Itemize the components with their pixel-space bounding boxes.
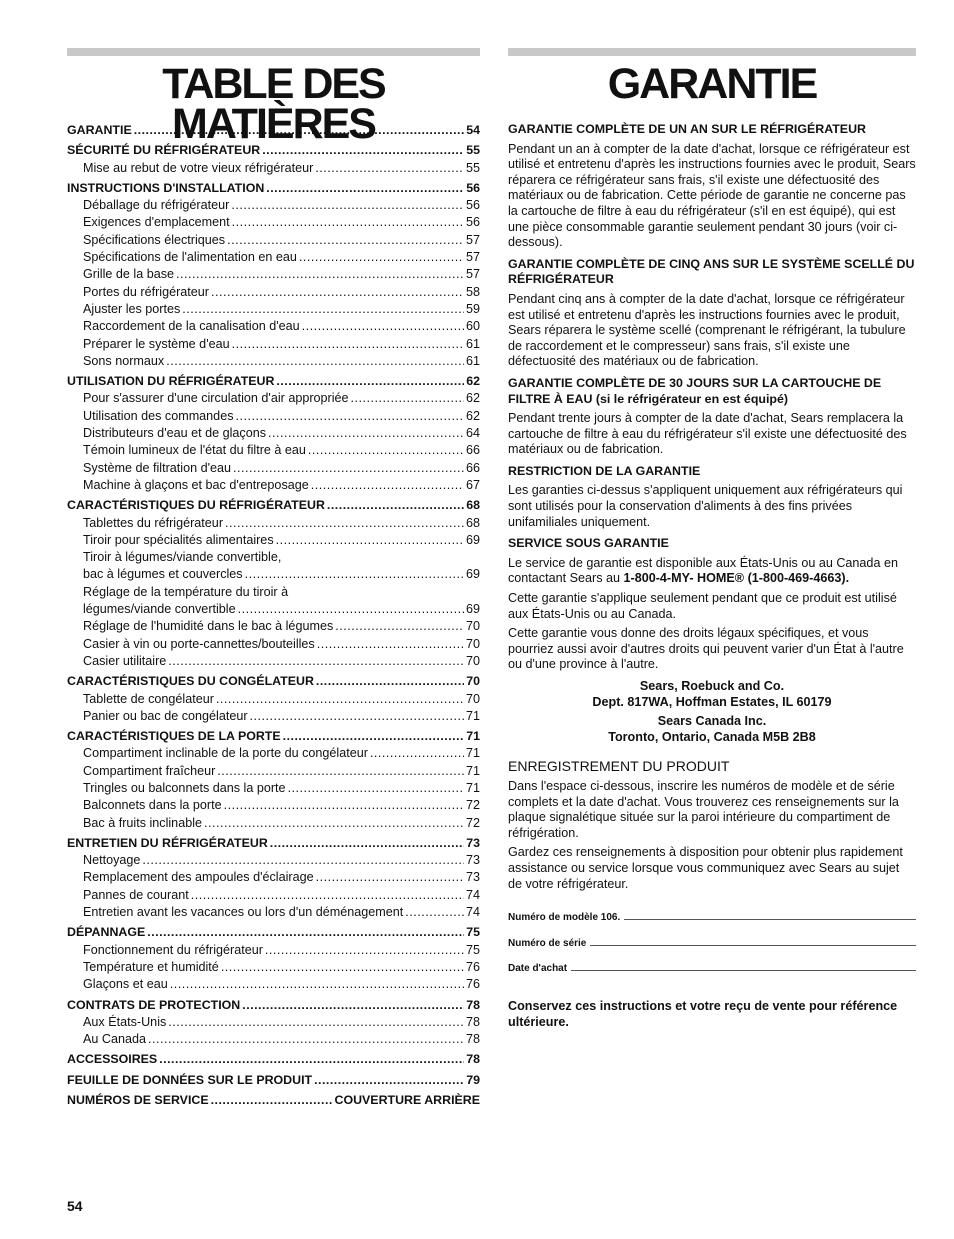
toc-leader [270,835,464,852]
address-block [508,679,916,745]
toc-label: DÉPANNAGE [67,925,146,940]
toc-leader [314,1072,464,1089]
toc-label: Portes du réfrigérateur [83,284,209,299]
toc-entry [67,618,480,635]
toc-leader [168,653,464,670]
toc-leader [351,390,464,407]
toc-label: CARACTÉRISTIQUES DU RÉFRIGÉRATEUR [67,498,325,513]
paragraph [508,556,916,587]
toc-label: CARACTÉRISTIQUES DU CONGÉLATEUR [67,674,314,689]
toc-label: Exigences d'emplacement [83,215,230,230]
toc-label: Tiroir pour spécialités alimentaires [83,532,274,547]
toc-label: Témoin lumineux de l'état du filtre à eau [83,443,306,458]
toc-page: 73 [465,853,480,868]
warranty-column [508,48,916,1030]
toc-page: 78 [465,1032,480,1047]
toc-leader [315,160,464,177]
toc-page: 76 [465,977,480,992]
toc-page: 68 [465,515,480,530]
toc-entry [67,942,480,959]
toc-leader [316,869,464,886]
toc-page: 69 [465,602,480,617]
toc-page: 56 [466,180,480,195]
toc-label: UTILISATION DU RÉFRIGÉRATEUR [67,374,275,389]
toc-page: 75 [466,925,480,940]
top-rule [508,48,916,56]
toc-leader [316,673,464,690]
toc-entry [67,852,480,869]
toc-entry [67,797,480,814]
toc-leader [224,797,464,814]
toc-leader [238,601,464,618]
toc-label: Remplacement des ampoules d'éclairage [83,870,314,885]
toc-entry [67,780,480,797]
toc-label: ACCESSOIRES [67,1052,158,1067]
toc-section [67,122,480,139]
toc-leader [217,763,464,780]
toc-leader [231,197,464,214]
toc-entry [67,763,480,780]
toc-page: 78 [466,997,480,1012]
toc-label: Pour s'assurer d'une circulation d'air appropriée [83,391,349,406]
toc-leader [142,852,464,869]
toc-label: SÉCURITÉ DU RÉFRIGÉRATEUR [67,143,261,158]
toc-leader [166,353,464,370]
address-line: Sears, Roebuck and Co. [639,679,785,693]
field-label: Date d'achat [508,963,568,975]
toc-leader [276,373,464,390]
toc-entry [67,869,480,886]
toc-page: 78 [465,1014,480,1029]
toc-label: Casier utilitaire [83,653,167,668]
toc-leader [225,515,464,532]
section-heading: RESTRICTION DE LA GARANTIE [508,463,701,478]
toc-page: 64 [465,426,480,441]
model-number-field[interactable] [508,910,916,926]
toc-entry [67,214,480,231]
toc-label: Tablette de congélateur [83,691,214,706]
paragraph: Pendant trente jours à compter de la date d'achat, Sears remplacera la cartouche de filtre à eau du réfrigérateur s'il existe une défectuosité des matériaux ou de fabrication. [508,411,907,457]
toc-label: Déballage du réfrigérateur [83,198,230,213]
toc-page: 76 [465,959,480,974]
paragraph: Les garanties ci-dessus s'appliquent uniquement aux réfrigérateurs qui sont utilisés pour la conservation d'aliments à des fins privées unifamiliales uniquement. [508,483,903,529]
toc-leader [299,249,464,266]
toc-leader [170,976,464,993]
toc-leader [276,532,464,549]
toc-leader [335,618,464,635]
toc-leader [370,745,464,762]
field-line [624,911,916,920]
toc-entry [67,284,480,301]
toc-leader [317,636,464,653]
toc-page: 69 [465,567,480,582]
paragraph: Dans l'espace ci-dessous, inscrire les numéros de modèle et de série complets et la date d'achat. Vous trouverez ces renseignements sur la plaque signalétique située sur la paroi intérieure du compartiment de réfrigération. [508,778,899,840]
section-heading: GARANTIE COMPLÈTE DE UN AN SUR LE RÉFRIGÉRATEUR [508,122,866,136]
toc-entry [67,477,480,494]
toc-entry [67,442,480,459]
toc-label: Fonctionnement du réfrigérateur [83,942,263,957]
toc-page: 75 [465,942,480,957]
page-number: 54 [67,1198,83,1214]
toc-list [67,122,480,1109]
toc-page: 62 [465,408,480,423]
toc-entry [67,460,480,477]
serial-number-field[interactable] [508,936,916,952]
toc-entry [67,815,480,832]
toc-entry [67,636,480,653]
toc-page: 71 [465,780,480,795]
toc-label: Bac à fruits inclinable [83,815,203,830]
toc-leader [147,924,464,941]
toc-label: Casier à vin ou porte-cannettes/bouteilles [83,636,315,651]
toc-entry [67,601,480,618]
toc-page: 55 [465,160,480,175]
address-line: Sears Canada Inc. [657,714,767,729]
registration-heading: ENREGISTREMENT DU PRODUIT [508,758,730,775]
top-rule [67,48,480,56]
toc-page: 55 [466,143,480,158]
toc-entry [67,904,480,921]
toc-page: 73 [465,870,480,885]
toc-section [67,835,480,852]
toc-leader [266,180,464,197]
toc-label: Balconnets dans la porte [83,798,222,813]
toc-page: 62 [465,391,480,406]
toc-label: CONTRATS DE PROTECTION [67,997,241,1012]
toc-label: FEUILLE DE DONNÉES SUR LE PRODUIT [67,1072,313,1087]
toc-leader [311,477,464,494]
toc-entry [67,976,480,993]
toc-page: 61 [465,353,480,368]
toc-label: Compartiment fraîcheur [83,763,216,778]
toc-leader [216,691,464,708]
toc-page: 69 [465,532,480,547]
toc-page: 59 [465,301,480,316]
toc-label: INSTRUCTIONS D'INSTALLATION [67,180,265,195]
toc-section [67,1092,480,1109]
toc-label: Tringles ou balconnets dans la porte [83,780,286,795]
toc-leader [211,1092,333,1109]
field-line [571,962,916,971]
toc-entry [67,336,480,353]
toc-leader [159,1051,464,1068]
toc-leader [265,942,464,959]
toc-page: 57 [465,250,480,265]
paragraph: Cette garantie vous donne des droits légaux spécifiques, et vous pourriez aussi avoir d'autres droits qui peuvent varier d'un État à l'autre ou d'une province à l'autre. [508,626,904,672]
toc-leader [204,815,464,832]
toc-entry [67,959,480,976]
toc-label: ENTRETIEN DU RÉFRIGÉRATEUR [67,835,268,850]
toc-page: 74 [465,905,480,920]
toc-leader [262,142,464,159]
toc-leader [232,336,464,353]
toc-leader [176,266,464,283]
toc-label: Système de filtration d'eau [83,460,232,475]
address-line: Toronto, Ontario, Canada M5B 2B8 [608,729,816,744]
toc-page: 66 [465,460,480,475]
toc-section [67,728,480,745]
toc-page: 72 [465,815,480,830]
toc-leader [211,284,464,301]
toc-page: 68 [466,498,480,513]
toc-entry [67,887,480,904]
paragraph: Cette garantie s'applique seulement pendant que ce produit est utilisé aux États-Unis ou au Canada. [508,591,897,621]
toc-page: 70 [465,653,480,668]
toc-leader [233,460,464,477]
toc-leader [405,904,464,921]
toc-page: 71 [466,729,480,744]
toc-label: bac à légumes et couvercles [83,567,243,582]
toc-label: Utilisation des commandes [83,408,234,423]
toc-label: Panier ou bac de congélateur [83,708,248,723]
toc-section [67,1051,480,1068]
toc-section [67,180,480,197]
toc-leader [242,997,464,1014]
purchase-date-field[interactable] [508,961,916,977]
toc-page: 72 [465,798,480,813]
service-phone: 1-800-4-MY- HOME® (1-800-469-4663). [623,571,850,586]
toc-leader [221,959,464,976]
toc-section [67,142,480,159]
toc-page: 66 [465,443,480,458]
toc-label: légumes/viande convertible [83,602,236,617]
toc-leader [227,232,464,249]
toc-label: Raccordement de la canalisation d'eau [83,319,300,334]
paragraph: Gardez ces renseignements à disposition pour obtenir plus rapidement assistance ou service lorsque vous communiquez avec Sears au sujet de votre réfrigérateur. [508,845,903,891]
toc-leader [168,1014,464,1031]
toc-page: 57 [465,232,480,247]
toc-page: COUVERTURE ARRIÈRE [334,1093,480,1108]
toc-entry [67,160,480,177]
toc-page: 71 [465,708,480,723]
toc-entry [67,1014,480,1031]
toc-entry [67,584,480,601]
toc-label: Réglage de l'humidité dans le bac à légumes [83,619,334,634]
section-heading: GARANTIE COMPLÈTE DE CINQ ANS SUR LE SYSTÈME SCELLÉ DU RÉFRIGÉRATEUR [508,256,915,287]
toc-page: 61 [465,336,480,351]
toc-page: 60 [465,319,480,334]
toc-label: Grille de la base [83,267,175,282]
toc-page: 56 [465,198,480,213]
toc-section [67,1072,480,1089]
toc-entry [67,318,480,335]
paragraph: Pendant un an à compter de la date d'achat, lorsque ce réfrigérateur est utilisé et entretenu d'après les instructions fournies avec le produit, Sears réparera ce réfrigérateur sans frais, s'il existe une défectuosité des matériaux ou de fabrication. Cette période de garantie ne concerne pas la cartouche de filtre à eau du réfrigérateur (s'il en est équipé), qui est une pièce consommable garantie seulement pendant 30 jours (voir ci-dessous). [508,141,916,250]
toc-label: Glaçons et eau [83,977,168,992]
toc-section [67,497,480,514]
toc-entry [67,390,480,407]
toc-leader [250,708,464,725]
toc-leader [148,1031,464,1048]
toc-leader [182,301,464,318]
toc-leader [327,497,464,514]
toc-page: 70 [465,691,480,706]
toc-leader [245,566,464,583]
toc-label: Compartiment inclinable de la porte du congélateur [83,746,368,761]
toc-entry [67,232,480,249]
toc-entry [67,532,480,549]
toc-leader [302,318,464,335]
toc-label: GARANTIE [67,123,132,137]
address-line: Dept. 817WA, Hoffman Estates, IL 60179 [592,694,832,709]
toc-entry [67,266,480,283]
toc-page: 74 [465,887,480,902]
toc-entry [67,708,480,725]
service-text: Le service de garantie est disponible aux États-Unis ou au Canada en contactant Sears au [508,555,898,586]
section-heading: GARANTIE COMPLÈTE DE 30 JOURS SUR LA CARTOUCHE DE FILTRE À EAU (si le réfrigérateur en est équipé) [508,375,882,406]
toc-label: Distributeurs d'eau et de glaçons [83,426,267,441]
toc-entry [67,301,480,318]
toc-page: 70 [466,674,480,689]
toc-leader [134,122,464,139]
toc-leader [308,442,464,459]
toc-entry [67,353,480,370]
warranty-body [508,122,916,1030]
toc-entry [67,745,480,762]
toc-section [67,924,480,941]
toc-label: NUMÉROS DE SERVICE [67,1093,209,1108]
toc-label: Mise au rebut de votre vieux réfrigérateur [83,160,314,175]
toc-label: Au Canada [83,1032,147,1047]
toc-label: Tiroir à légumes/viande convertible, [83,550,282,565]
toc-page: 67 [465,477,480,492]
toc-column [67,48,480,1109]
toc-section [67,997,480,1014]
toc-title: TABLE DES MATIÈRES [162,60,385,148]
toc-page: 71 [465,763,480,778]
toc-leader [232,214,464,231]
toc-page: 56 [465,215,480,230]
field-label: Numéro de modèle 106. [508,912,621,924]
toc-page: 73 [466,835,480,850]
toc-page: 71 [465,746,480,761]
keep-instructions-note: Conservez ces instructions et votre reçu de vente pour référence ultérieure. [508,998,898,1029]
toc-leader [236,408,464,425]
toc-label: Pannes de courant [83,887,189,902]
toc-section [67,673,480,690]
toc-label: Réglage de la température du tiroir à [83,584,289,599]
toc-section [67,373,480,390]
toc-page: 70 [465,636,480,651]
toc-leader [288,780,464,797]
toc-leader [283,728,465,745]
toc-entry [67,549,480,566]
section-heading: SERVICE SOUS GARANTIE [508,536,669,551]
field-line [590,937,916,946]
toc-page: 79 [466,1072,480,1087]
toc-entry [67,653,480,670]
toc-label: CARACTÉRISTIQUES DE LA PORTE [67,729,281,744]
toc-label: Ajuster les portes [83,301,181,316]
toc-label: Spécifications de l'alimentation en eau [83,250,297,265]
toc-entry [67,425,480,442]
toc-leader [191,887,464,904]
toc-label: Sons normaux [83,353,165,368]
toc-entry [67,408,480,425]
toc-label: Entretien avant les vacances ou lors d'un déménagement [83,905,404,920]
toc-page: 58 [465,284,480,299]
toc-entry [67,1031,480,1048]
toc-label: Température et humidité [83,959,219,974]
toc-entry [67,249,480,266]
paragraph: Pendant cinq ans à compter de la date d'achat, lorsque ce réfrigérateur est utilisé et entretenu d'après les instructions fournies avec le produit, Sears réparera le système scellé (comprenant le réfrigérant, la tubulure de raccordement et le compresseur) sans frais, s'il existe une défectuosité des matériaux ou de fabrication. [508,291,906,369]
toc-page: 57 [465,267,480,282]
toc-leader [268,425,464,442]
toc-page: 54 [466,123,480,137]
toc-label: Spécifications électriques [83,232,226,247]
toc-label: Tablettes du réfrigérateur [83,515,224,530]
toc-page: 62 [466,374,480,389]
toc-entry [67,566,480,583]
toc-label: Préparer le système d'eau [83,336,230,351]
warranty-title: GARANTIE [607,60,817,108]
toc-entry [67,197,480,214]
toc-entry [67,515,480,532]
toc-label: Aux États-Unis [83,1014,167,1029]
toc-label: Nettoyage [83,853,141,868]
toc-page: 78 [466,1052,480,1067]
toc-page: 70 [465,619,480,634]
toc-label: Machine à glaçons et bac d'entreposage [83,477,309,492]
toc-entry [67,691,480,708]
field-label: Numéro de série [508,937,587,949]
